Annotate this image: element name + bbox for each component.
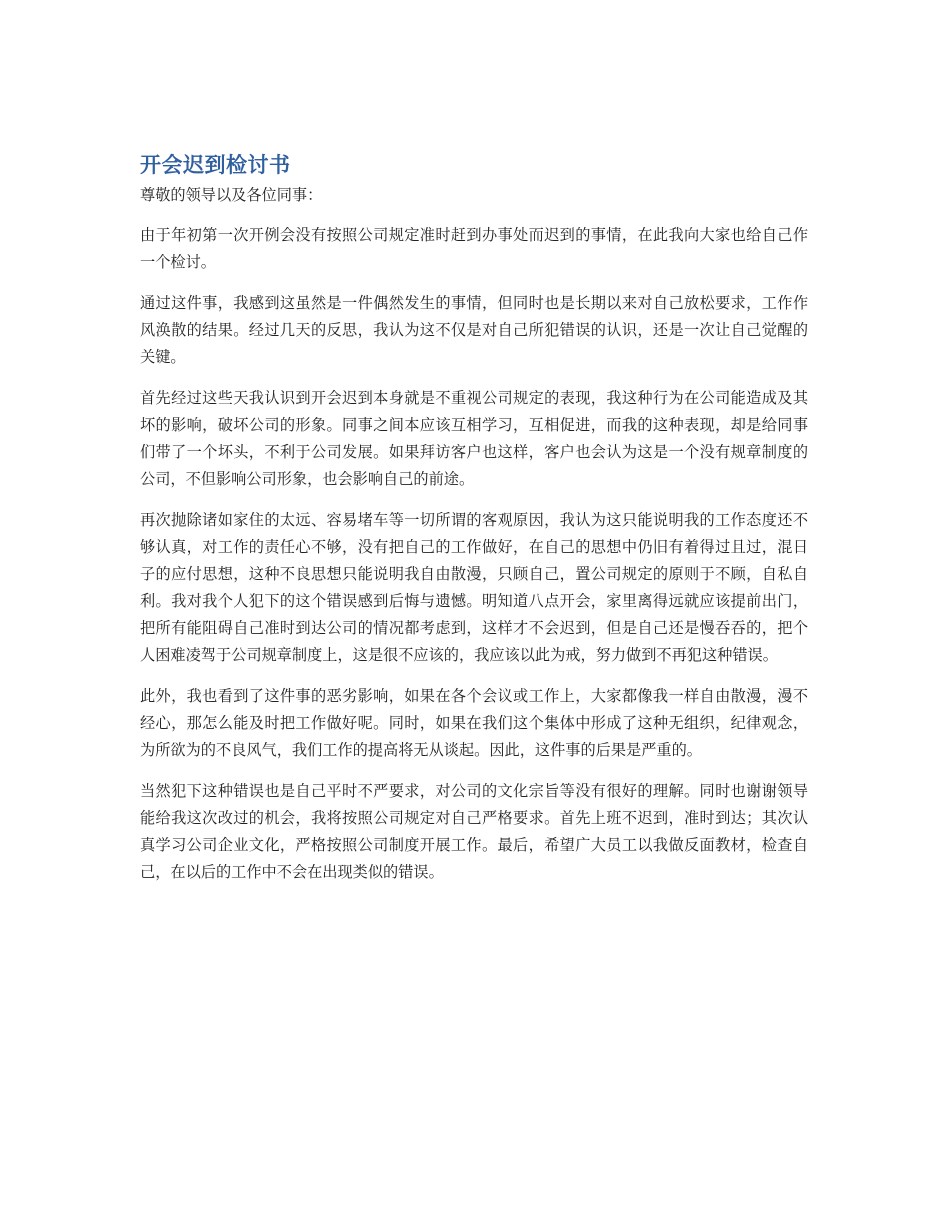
paragraph-6: 当然犯下这种错误也是自己平时不严要求，对公司的文化宗旨等没有很好的理解。同时也谢谢领导能给我这次改过的机会，我将按照公司规定对自己严格要求。首先上班不迟到，准时到达；其次认真学习公司企业文化，严格按照公司制度开展工作。最后，希望广大员工以我做反面教材，检查自己，在以后的工作中不会在出现类似的错误。 (140, 782, 808, 881)
paragraph-3: 首先经过这些天我认识到开会迟到本身就是不重视公司规定的表现，我这种行为在公司能造成及其坏的影响，破坏公司的形象。同事之间本应该互相学习，互相促进，而我的这种表现，却是给同事们带了一个坏头，不利于公司发展。如果拜访客户也这样，客户也会认为这是一个没有规章制度的公司，不但影响公司形象，也会影响自己的前途。 (140, 389, 808, 488)
document-page (140, 150, 808, 900)
paragraph-1: 由于年初第一次开例会没有按照公司规定准时赶到办事处而迟到的事情，在此我向大家也给自己作一个检讨。 (140, 226, 808, 271)
salutation: 尊敬的领导以及各位同事： (140, 186, 323, 204)
paragraph-4: 再次抛除诸如家住的太远、容易堵车等一切所谓的客观原因，我认为这只能说明我的工作态度还不够认真，对工作的责任心不够，没有把自己的工作做好，在自己的思想中仍旧有着得过且过，混日子的应付思想，这种不良思想只能说明我自由散漫，只顾自己，置公司规定的原则于不顾，自私自利。我对我个人犯下的这个错误感到后悔与遗憾。明知道八点开会，家里离得远就应该提前出门，把所有能阻碍自己准时到达公司的情况都考虑到，这样才不会迟到，但是自己还是慢吞吞的，把个人困难凌驾于公司规章制度上，这是很不应该的，我应该以此为戒，努力做到不再犯这种错误。 (140, 511, 808, 664)
paragraph-2: 通过这件事，我感到这虽然是一件偶然发生的事情，但同时也是长期以来对自己放松要求，工作作风涣散的结果。经过几天的反思，我认为这不仅是对自己所犯错误的认识，还是一次让自己觉醒的关键。 (140, 294, 808, 366)
paragraph-5: 此外，我也看到了这件事的恶劣影响，如果在各个会议或工作上，大家都像我一样自由散漫，漫不经心，那怎么能及时把工作做好呢。同时，如果在我们这个集体中形成了这种无组织，纪律观念，为所欲为的不良风气，我们工作的提高将无从谈起。因此，这件事的后果是严重的。 (140, 687, 808, 759)
document-title: 开会迟到检讨书 (140, 153, 291, 177)
